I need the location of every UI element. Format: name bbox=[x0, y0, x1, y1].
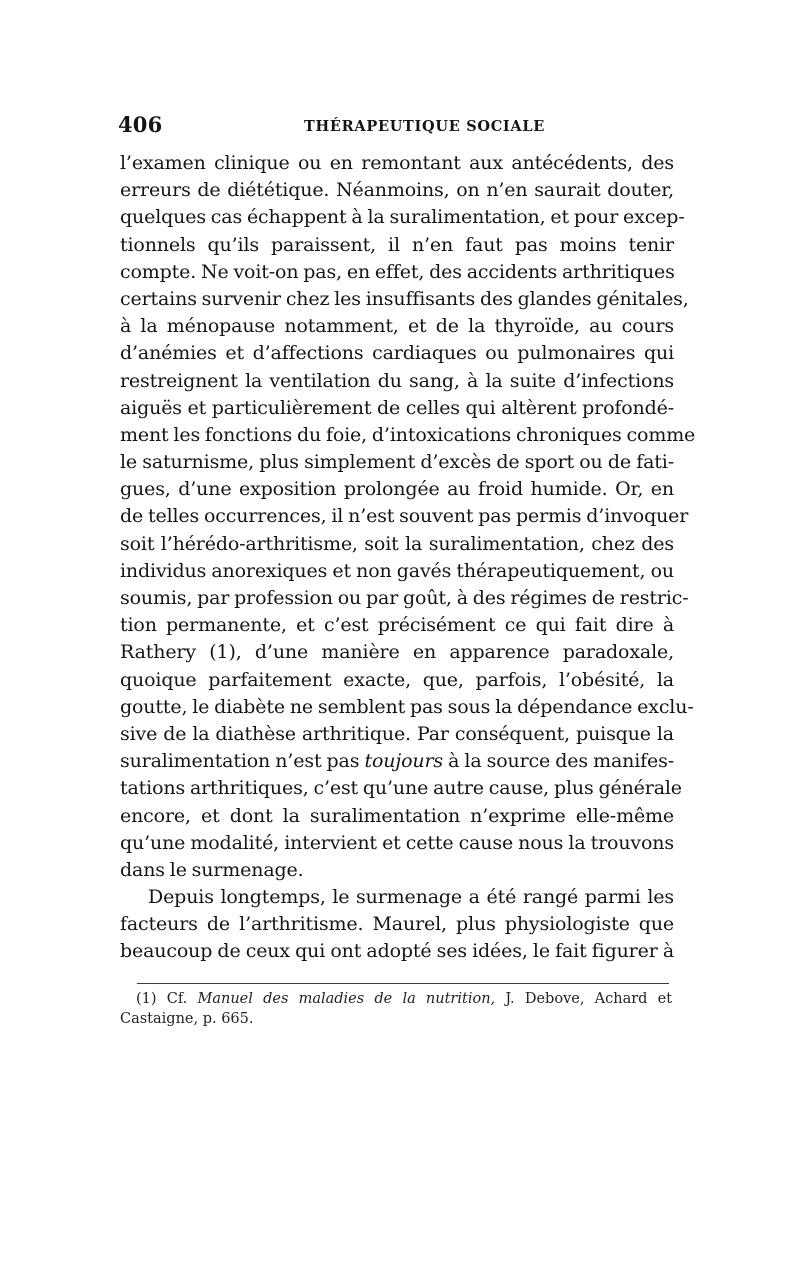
main-text bbox=[120, 150, 696, 966]
paragraph-end-line: dans le surmenage. bbox=[120, 858, 304, 881]
text-line: encore, et dont la suralimentation n’exprime elle-même bbox=[120, 804, 674, 827]
text-line: individus anorexiques et non gavés thérapeutiquement, ou bbox=[120, 559, 674, 582]
paragraph-start-line: Depuis longtemps, le surmenage a été rangé parmi les bbox=[148, 886, 674, 909]
footnote-line bbox=[120, 989, 672, 1009]
text-line: aiguës et particulièrement de celles qui altèrent profondé- bbox=[120, 396, 674, 419]
text-line: erreurs de diététique. Néanmoins, on n’en saurait douter, bbox=[120, 179, 674, 202]
footnote-divider bbox=[137, 983, 669, 984]
text-line: Rathery (1), d’une manière en apparence paradoxale, bbox=[120, 641, 674, 664]
text-line: à la ménopause notamment, et de la thyroïde, au cours bbox=[120, 315, 674, 338]
page-number: 406 bbox=[118, 112, 163, 137]
footnote-authors: J. Debove, Achard et bbox=[505, 991, 673, 1007]
text-segment: suralimentation n’est pas bbox=[120, 750, 360, 773]
text-line: soit l’hérédo-arthritisme, soit la suralimentation, chez des bbox=[120, 532, 674, 555]
text-segment: à la source des manifes- bbox=[448, 750, 674, 773]
text-line: d’anémies et d’affections cardiaques ou pulmonaires qui bbox=[120, 342, 674, 365]
text-line-with-italic bbox=[120, 748, 674, 775]
text-line: goutte, le diabète ne semblent pas sous la dépendance exclu- bbox=[120, 695, 694, 718]
text-line: quoique parfaitement exacte, que, parfois, l’obésité, la bbox=[120, 668, 674, 691]
text-line: quelques cas échappent à la suralimentation, et pour excep- bbox=[120, 206, 685, 229]
text-line: ment les fonctions du foie, d’intoxications chroniques comme bbox=[120, 423, 696, 446]
text-line: tations arthritiques, c’est qu’une autre cause, plus générale bbox=[120, 777, 682, 800]
text-line: beaucoup de ceux qui ont adopté ses idées, le fait figurer à bbox=[120, 940, 674, 963]
text-line: le saturnisme, plus simplement d’excès de sport ou de fati- bbox=[120, 451, 674, 474]
text-line: de telles occurrences, il n’est souvent pas permis d’invoquer bbox=[120, 505, 689, 528]
text-line: qu’une modalité, intervient et cette cause nous la trouvons bbox=[120, 831, 674, 854]
footnote-title: Manuel des maladies de la nutrition, bbox=[197, 991, 496, 1007]
text-line: soumis, par profession ou par goût, à des régimes de restric- bbox=[120, 587, 689, 609]
text-line: gues, d’une exposition prolongée au froid humide. Or, en bbox=[120, 478, 674, 501]
running-title: THÉRAPEUTIQUE SOCIALE bbox=[304, 118, 546, 135]
page-header bbox=[118, 112, 674, 142]
text-line: sive de la diathèse arthritique. Par conséquent, puisque la bbox=[120, 722, 674, 745]
text-line: l’examen clinique ou en remontant aux antécédents, des bbox=[120, 152, 674, 174]
text-line: tionnels qu’ils paraissent, il n’en faut pas moins tenir bbox=[120, 233, 674, 256]
footnote-marker: (1) Cf. bbox=[136, 991, 188, 1007]
text-line: facteurs de l’arthritisme. Maurel, plus physiologiste que bbox=[120, 913, 674, 936]
text-line: compte. Ne voit-on pas, en effet, des accidents arthritiques bbox=[120, 260, 675, 283]
footnote bbox=[120, 989, 672, 1029]
footnote-line: Castaigne, p. 665. bbox=[120, 1011, 254, 1027]
italic-emphasis: toujours bbox=[364, 750, 443, 773]
text-line: tion permanente, et c’est précisément ce qui fait dire à bbox=[120, 614, 674, 637]
text-line: restreignent la ventilation du sang, à la suite d’infections bbox=[120, 369, 674, 392]
text-line: certains survenir chez les insuffisants des glandes génitales, bbox=[120, 287, 689, 310]
